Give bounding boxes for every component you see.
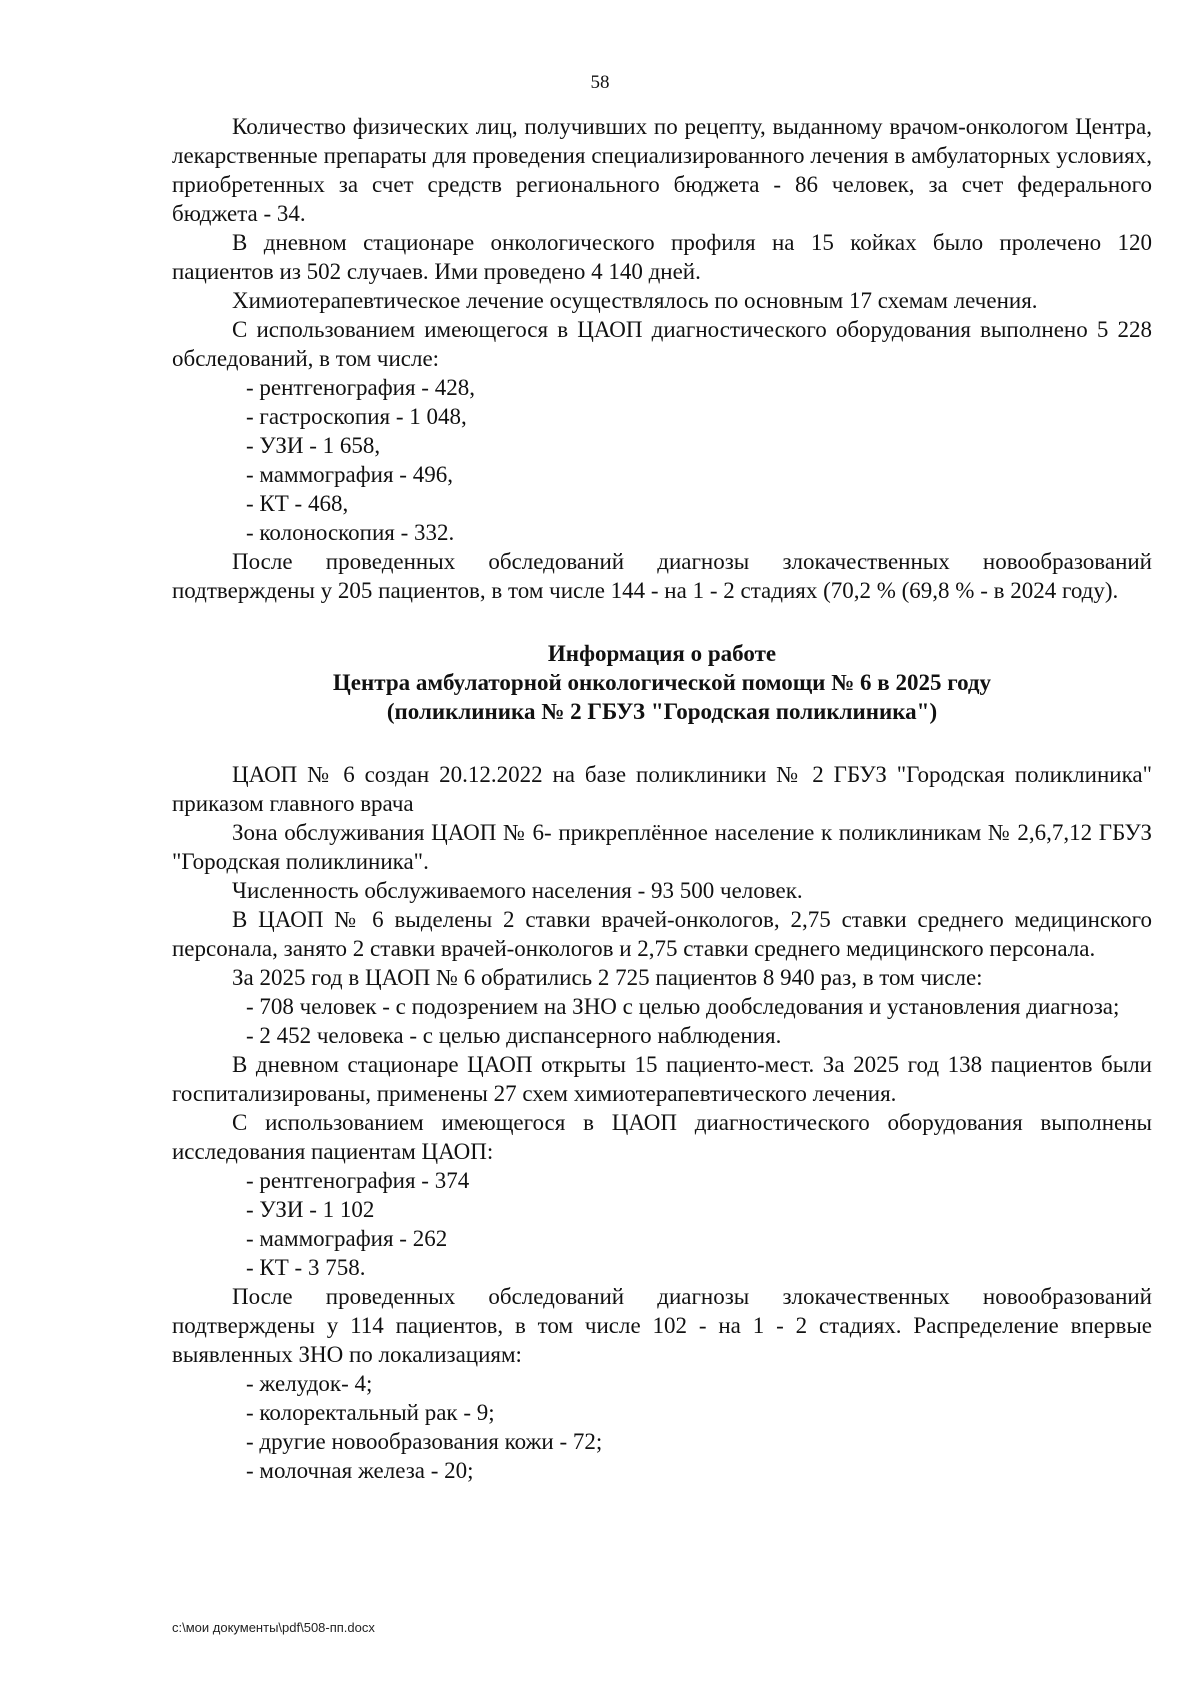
paragraph: В дневном стационаре онкологического профиля на 15 койках было пролечено 120 пациентов из 502 случаев. Ими проведено 4 140 дней. [172,230,1152,284]
list-item: - маммография - 496, [246,462,453,487]
list-item: - КТ - 3 758. [246,1255,366,1280]
document-body [172,112,1152,1485]
paragraph: ЦАОП № 6 создан 20.12.2022 на базе поликлиники № 2 ГБУЗ "Городская поликлиника" приказом главного врача [172,762,1152,816]
heading-line: Информация о работе [547,641,777,666]
list-item: - колоректальный рак - 9; [246,1400,495,1425]
paragraph: За 2025 год в ЦАОП № 6 обратились 2 725 пациентов 8 940 раз, в том числе: [232,965,983,990]
list-item: - рентгенография - 428, [246,375,475,400]
list-item: - УЗИ - 1 102 [246,1197,375,1222]
heading-line: (поликлиника № 2 ГБУЗ "Городская поликлиника") [386,699,938,724]
paragraph: После проведенных обследований диагнозы злокачественных новообразований подтверждены у 114 пациентов, в том числе 102 - на 1 - 2 стадиях. Распределение впервые выявленных ЗНО по локализациям: [172,1284,1152,1367]
list-item: - другие новообразования кожи - 72; [246,1429,603,1454]
list-item: - УЗИ - 1 658, [246,433,381,458]
list-item: - желудок- 4; [246,1371,373,1396]
section-heading [172,639,1152,726]
paragraph: С использованием имеющегося в ЦАОП диагностического оборудования выполнены исследования пациентам ЦАОП: [172,1110,1152,1164]
heading-line: Центра амбулаторной онкологической помощи № 6 в 2025 году [332,670,992,695]
paragraph: С использованием имеющегося в ЦАОП диагностического оборудования выполнено 5 228 обследований, в том числе: [172,317,1152,371]
list-item: - молочная железа - 20; [246,1458,474,1483]
paragraph: Зона обслуживания ЦАОП № 6- прикреплённое население к поликлиникам № 2,6,7,12 ГБУЗ "Городская поликлиника". [172,820,1152,874]
list-item: - гастроскопия - 1 048, [246,404,467,429]
list-item: - КТ - 468, [246,491,349,516]
list-item: - рентгенография - 374 [246,1168,470,1193]
list-item: - маммография - 262 [246,1226,448,1251]
list-item: - 2 452 человека - с целью диспансерного наблюдения. [246,1023,782,1048]
paragraph: Количество физических лиц, получивших по рецепту, выданному врачом-онкологом Центра, лекарственные препараты для проведения специализированного лечения в амбулаторных условиях, приобретенных за счет средств регионального бюджета - 86 человек, за счет федерального бюджета - 34. [172,114,1152,226]
paragraph: В дневном стационаре ЦАОП открыты 15 пациенто-мест. За 2025 год 138 пациентов были госпитализированы, применены 27 схем химиотерапевтического лечения. [172,1052,1152,1106]
list-item: - колоноскопия - 332. [246,520,455,545]
paragraph: Численность обслуживаемого населения - 93 500 человек. [232,878,803,903]
list-item: - 708 человек - с подозрением на ЗНО с целью дообследования и установления диагноза; [246,994,1120,1019]
paragraph: Химиотерапевтическое лечение осуществлялось по основным 17 схемам лечения. [232,288,1038,313]
paragraph: После проведенных обследований диагнозы злокачественных новообразований подтверждены у 205 пациентов, в том числе 144 - на 1 - 2 стадиях (70,2 % (69,8 % - в 2024 году). [172,549,1152,603]
page-number: 58 [590,72,610,93]
file-path-footer: c:\мои документы\pdf\508-пп.docx [172,1620,375,1635]
paragraph: В ЦАОП № 6 выделены 2 ставки врачей-онкологов, 2,75 ставки среднего медицинского персонала, занято 2 ставки врачей-онкологов и 2,75 ставки среднего медицинского персонала. [172,907,1152,961]
